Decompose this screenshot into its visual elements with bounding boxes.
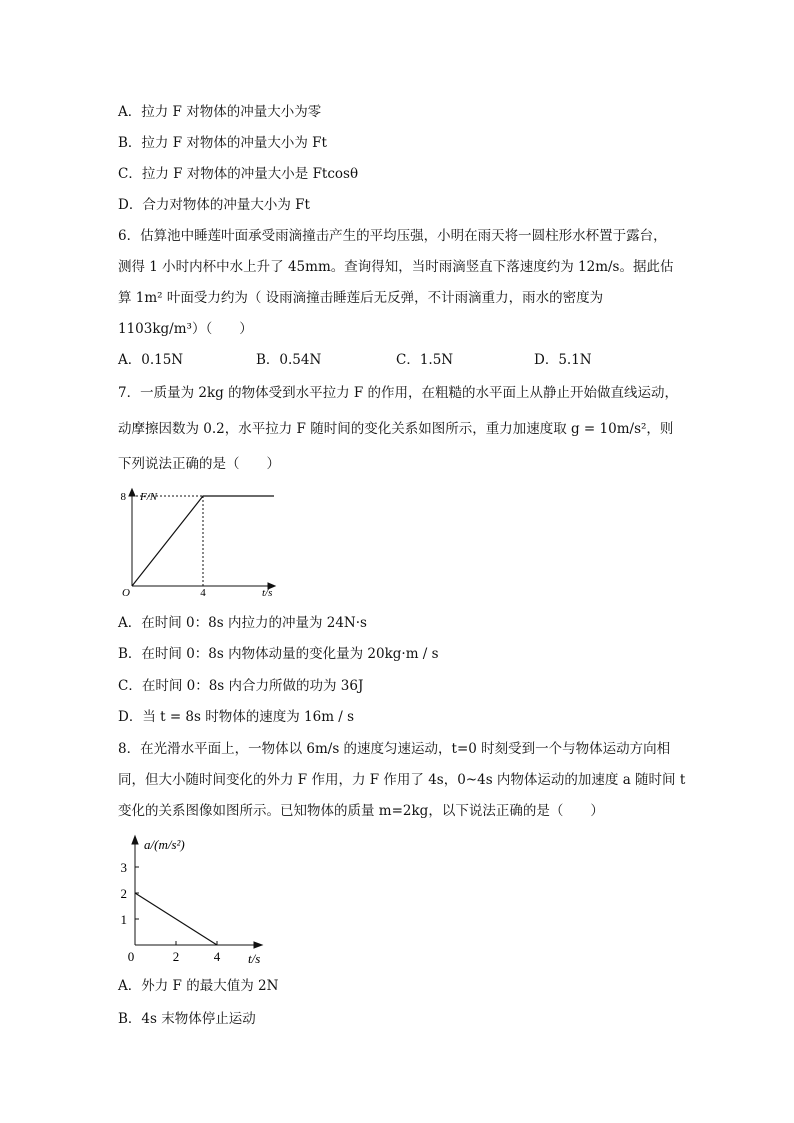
q6-stem-line-2: 测得 1 小时内杯中水上升了 45mm。查询得知，当时雨滴竖直下落速度约为 12m/s。据此估 bbox=[118, 259, 674, 275]
q7-y-axis-label: F/N bbox=[140, 491, 158, 503]
q6-stem-line-1: 6．估算池中睡莲叶面承受雨滴撞击产生的平均压强，小明在雨天将一圆柱形水杯置于露台， bbox=[118, 228, 667, 244]
q5-option-b: B．拉力 F 对物体的冲量大小为 Ft bbox=[118, 135, 327, 151]
q8-acceleration-time-graph bbox=[110, 828, 290, 968]
q7-stem-line-3: 下列说法正确的是（ ） bbox=[118, 456, 280, 472]
q7-option-d: D．当 t = 8s 时物体的速度为 16m / s bbox=[118, 709, 355, 725]
q7-option-a: A．在时间 0：8s 内拉力的冲量为 24N·s bbox=[118, 615, 367, 631]
q8-y-tick-label-3: 3 bbox=[120, 860, 127, 875]
q8-stem-line-2: 同，但大小随时间变化的外力 F 作用，力 F 作用了 4s，0~4s 内物体运动的加速度 a 随时间 t bbox=[118, 772, 686, 788]
q8-x-axis-label: t/s bbox=[248, 951, 261, 966]
q7-stem-line-1: 7．一质量为 2kg 的物体受到水平拉力 F 的作用，在粗糙的水平面上从静止开始做直线运动， bbox=[118, 385, 679, 401]
q5-option-a: A．拉力 F 对物体的冲量大小为零 bbox=[118, 104, 322, 120]
q7-stem-line-2: 动摩擦因数为 0.2，水平拉力 F 随时间的变化关系如图所示，重力加速度取 g = 10m/s²，则 bbox=[118, 421, 674, 437]
q8-x-arrow bbox=[254, 942, 262, 948]
q8-y-arrow bbox=[132, 836, 138, 844]
q8-option-b: B．4s 末物体停止运动 bbox=[118, 1011, 256, 1027]
q8-acceleration-series-line bbox=[135, 893, 217, 945]
q7-y-tick-label: 8 bbox=[120, 491, 126, 503]
q6-stem-line-4: 1103kg/m³）（ ） bbox=[118, 321, 253, 337]
q6-option-c: C．1.5N bbox=[396, 352, 454, 368]
q6-option-b: B．0.54N bbox=[256, 352, 322, 368]
q6-stem-line-3: 算 1m² 叶面受力约为（ 设雨滴撞击睡莲后无反弹，不计雨滴重力，雨水的密度为 bbox=[118, 290, 604, 306]
q5-option-c: C．拉力 F 对物体的冲量大小是 Ftcosθ bbox=[118, 166, 359, 182]
q8-x-tick-label-0: 0 bbox=[127, 949, 135, 964]
q8-stem-line-1: 8．在光滑水平面上，一物体以 6m/s 的速度匀速运动，t=0 时刻受到一个与物体运动方向相 bbox=[118, 741, 671, 757]
q7-x-axis-label: t/s bbox=[262, 587, 273, 599]
q8-x-tick-label-4: 4 bbox=[213, 949, 221, 964]
q8-y-tick-label-1: 1 bbox=[120, 912, 127, 927]
q8-option-a: A．外力 F 的最大值为 2N bbox=[118, 978, 279, 994]
q8-x-tick-label-2: 2 bbox=[172, 949, 180, 964]
q6-option-d: D．5.1N bbox=[534, 352, 592, 368]
q7-option-c: C．在时间 0：8s 内合力所做的功为 36J bbox=[118, 678, 364, 694]
q7-x-tick-label: 4 bbox=[200, 587, 206, 599]
q6-option-a: A．0.15N bbox=[118, 352, 184, 368]
q7-origin-label: O bbox=[122, 587, 130, 599]
q7-y-arrow bbox=[129, 489, 135, 496]
q8-stem-line-3: 变化的关系图像如图所示。已知物体的质量 m=2kg，以下说法正确的是（ ） bbox=[118, 803, 604, 819]
q8-y-tick-label-2: 2 bbox=[120, 886, 127, 901]
q5-option-d: D．合力对物体的冲量大小为 Ft bbox=[118, 197, 310, 213]
q7-option-b: B．在时间 0：8s 内物体动量的变化量为 20kg·m / s bbox=[118, 646, 439, 662]
q7-force-time-graph bbox=[110, 484, 290, 599]
q8-y-axis-label: a/(m/s²) bbox=[144, 837, 185, 852]
